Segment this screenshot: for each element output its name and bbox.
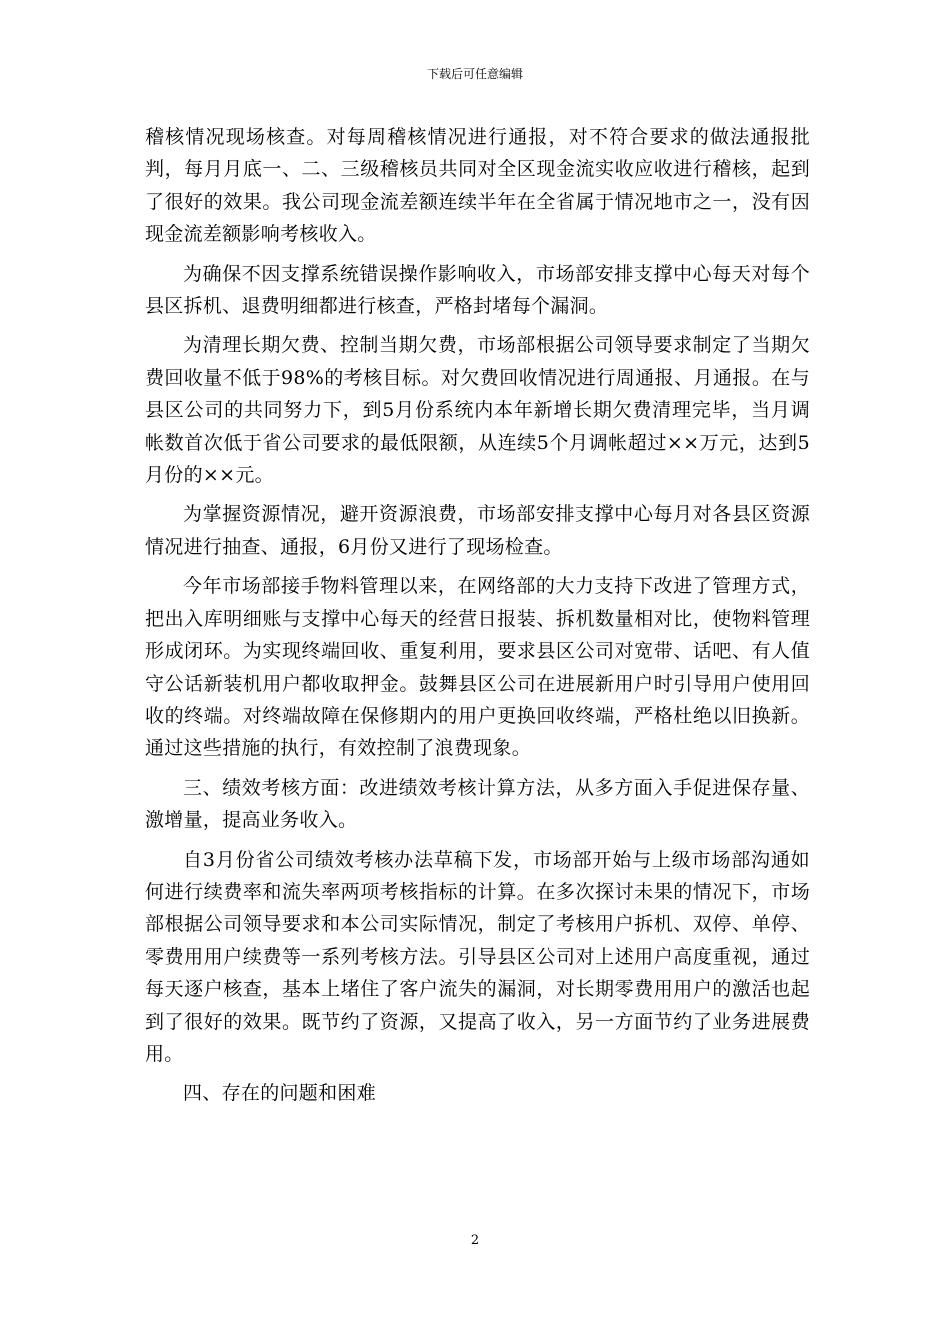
paragraph: 稽核情况现场核查。对每周稽核情况进行通报，对不符合要求的做法通报批判，每月月底一、二、三级稽核员共同对全区现金流实收应收进行稽核，起到了很好的效果。我公司现金流差额连续半年在全省属于情况地市之一，没有因现金流差额影响考核收入。 [145,126,810,246]
page-number: 2 [470,1233,480,1248]
paragraph: 自3月份省公司绩效考核办法草稿下发，市场部开始与上级市场部沟通如何进行续费率和流失率两项考核指标的计算。在多次探讨未果的情况下，市场部根据公司领导要求和本公司实际情况，制定了考核用户拆机、双停、单停、零费用用户续费等一系列考核方法。引导县区公司对上述用户高度重视，通过每天逐户核查，基本上堵住了客户流失的漏洞，对长期零费用用户的激活也起到了很好的效果。既节约了资源，又提高了收入，另一方面节约了业务进展费用。 [145,848,810,1065]
paragraph: 为确保不因支撑系统错误操作影响收入，市场部安排支撑中心每天对每个县区拆机、退费明细都进行核查，严格封堵每个漏洞。 [145,262,810,318]
paragraph: 为清理长期欠费、控制当期欠费，市场部根据公司领导要求制定了当期欠费回收量不低于98%的考核目标。对欠费回收情况进行周通报、月通报。在与县区公司的共同努力下，到5月份系统内本年新增长期欠费清理完毕，当月调帐数首次低于省公司要求的最低限额，从连续5个月调帐超过××万元，达到5月份的××元。 [145,334,810,487]
section-heading: 四、存在的问题和困难 [183,1082,377,1105]
document-body [145,121,810,1117]
paragraph: 为掌握资源情况，避开资源浪费，市场部安排支撑中心每月对各县区资源情况进行抽查、通报，6月份又进行了现场检查。 [145,503,810,558]
section-heading-paragraph: 三、绩效考核方面：改进绩效考核计算方法，从多方面入手促进保存量、激增量，提高业务收入。 [145,776,810,832]
page-header: 下载后可任意编辑 [426,67,523,81]
paragraph: 今年市场部接手物料管理以来，在网络部的大力支持下改进了管理方式，把出入库明细账与支撑中心每天的经营日报装、拆机数量相对比，使物料管理形成闭环。为实现终端回收、重复利用，要求县区公司对宽带、话吧、有人值守公话新装机用户都收取押金。鼓舞县区公司在进展新用户时引导用户使用回收的终端。对终端故障在保修期内的用户更换回收终端，严格杜绝以旧换新。通过这些措施的执行，有效控制了浪费现象。 [145,575,810,760]
